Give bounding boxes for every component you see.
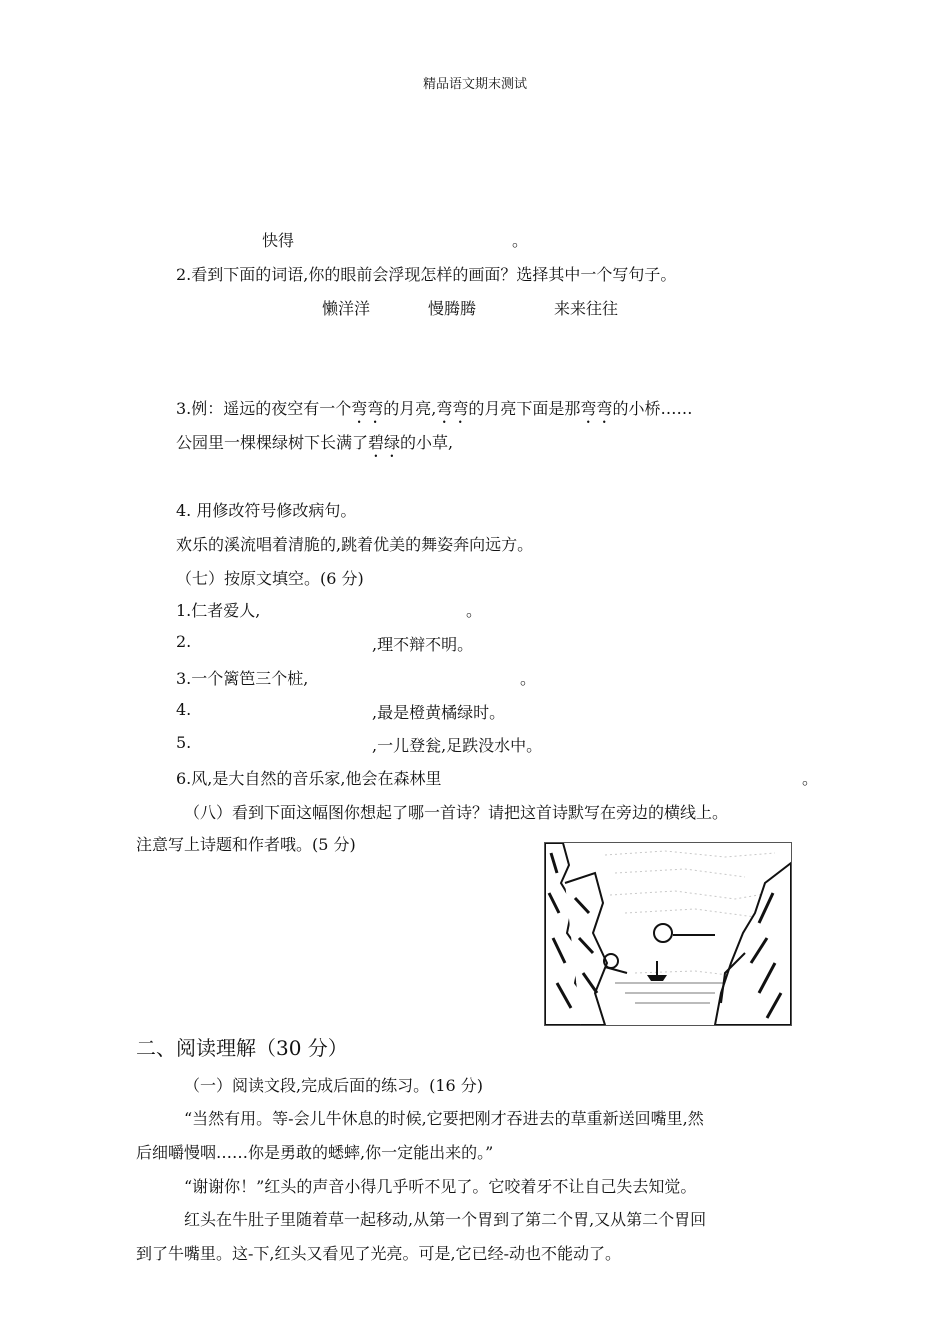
fill-1: 1.仁者爱人, [176, 601, 261, 620]
q2-word-3: 来来往往 [554, 299, 619, 318]
reading-1-heading: （一）阅读文段,完成后面的练习。(16 分) [184, 1076, 484, 1095]
section-8-line-1: （八）看到下面这幅图你想起了哪一首诗？请把这首诗默写在旁边的横线上。 [184, 803, 729, 822]
fill-3-end: 。 [520, 669, 537, 688]
q3b-suffix: 的小草, [400, 433, 454, 452]
poem-illustration [544, 842, 792, 1026]
q3b-dotted-word: 碧绿 [368, 433, 401, 452]
landscape-moon-boat-image [545, 843, 791, 1025]
q3-mid: 的月亮下面是那 [468, 399, 581, 418]
passage-p1-line-1: “当然有用。等-会儿牛休息的时候,它要把刚才吞进去的草重新送回嘴里,然 [184, 1109, 704, 1128]
question-4: 4. 用修改符号修改病句。 [176, 501, 357, 520]
part-2-heading: 二、阅读理解（30 分） [136, 1036, 348, 1060]
fill-5-tail: ,一儿登瓮,足跌没水中。 [372, 736, 543, 755]
q3-mid: 的月亮, [383, 399, 437, 418]
section-8-line-2: 注意写上诗题和作者哦。(5 分) [136, 835, 356, 854]
question-3-exercise [176, 430, 453, 461]
passage-p3-line-1: 红头在牛肚子里随着草一起移动,从第一个胃到了第二个胃,又从第二个胃回 [184, 1210, 707, 1229]
q3-dotted-word: 弯弯 [436, 399, 469, 418]
fill-2: 2. [176, 632, 192, 651]
fill-4: 4. [176, 700, 192, 719]
question-3-example [176, 396, 692, 427]
passage-p3-line-2: 到了牛嘴里。这-下,红头又看见了光亮。可是,它已经-动也不能动了。 [136, 1244, 621, 1263]
fill-4-tail: ,最是橙黄橘绿时。 [372, 703, 506, 722]
fill-5: 5. [176, 733, 192, 752]
question-4-sentence: 欢乐的溪流唱着清脆的,跳着优美的舞姿奔向远方。 [176, 535, 534, 554]
q3-dotted-word: 弯弯 [351, 399, 384, 418]
kuaide-end: 。 [512, 231, 529, 250]
fill-6: 6.风,是大自然的音乐家,他会在森林里 [176, 769, 442, 788]
q3-dotted-word: 弯弯 [580, 399, 613, 418]
question-2: 2.看到下面的词语,你的眼前会浮现怎样的画面？选择其中一个写句子。 [176, 265, 677, 284]
section-7-heading: （七）按原文填空。(6 分) [176, 569, 364, 588]
q3-suffix: 的小桥…… [612, 399, 693, 418]
q3-prefix: 3.例：遥远的夜空有一个 [176, 399, 352, 418]
q2-word-2: 慢腾腾 [428, 299, 477, 318]
passage-p1-line-2: 后细嚼慢咽……你是勇敢的蟋蟀,你一定能出来的。” [136, 1143, 494, 1162]
q3b-prefix: 公园里一棵棵绿树下长满了 [176, 433, 369, 452]
fill-6-end: 。 [802, 769, 819, 788]
passage-p2: “谢谢你！”红头的声音小得几乎听不见了。它咬着牙不让自己失去知觉。 [184, 1177, 697, 1196]
kuaide-line: 快得 [262, 231, 295, 250]
q2-word-1: 懒洋洋 [322, 299, 371, 318]
page-header-title: 精品语文期末测试 [422, 77, 527, 92]
fill-2-tail: ,理不辩不明。 [372, 635, 474, 654]
fill-3: 3.一个篱笆三个桩, [176, 669, 309, 688]
fill-1-end: 。 [466, 601, 483, 620]
